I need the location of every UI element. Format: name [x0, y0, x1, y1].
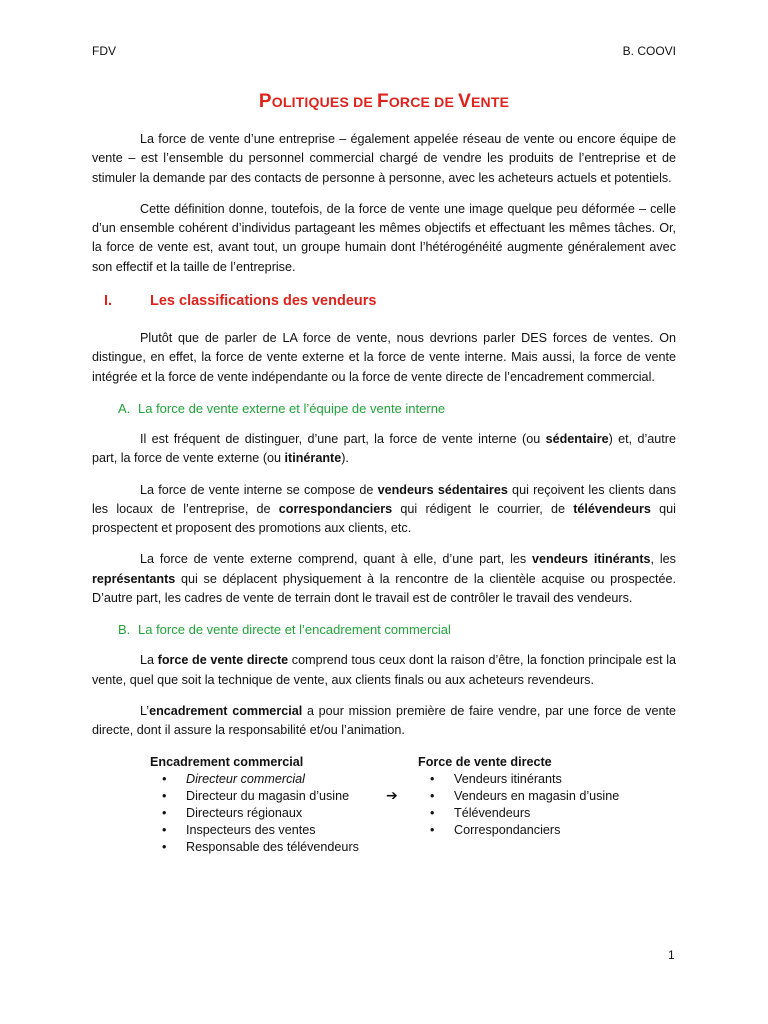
arrow-right-icon: ➔: [386, 786, 398, 803]
text-run-bold: itinérante: [284, 451, 342, 466]
text-run: L’: [140, 703, 150, 718]
title-letter-p: P: [258, 91, 272, 112]
encadrement-list: [150, 771, 359, 856]
list-item: • Inspecteurs des ventes: [150, 822, 359, 839]
text-run-bold: force de vente directe: [157, 653, 289, 668]
text-run-bold: vendeurs itinérants: [532, 552, 651, 567]
encadrement-title: Encadrement commercial: [150, 754, 304, 769]
title-letter-v: V: [458, 91, 471, 112]
title-word-de-1: DE: [348, 94, 378, 110]
text-run: qui se déplacent physiquement à la rencontre de la clientèle acquise ou prospectée. D’autre part, les cadres de vente de terrain dont le travail est de contrôler le travail des vendeurs.: [92, 571, 676, 606]
text-run: a pour mission première de faire vendre, par une force de vente directe, dont il assure la responsabilité et/ou l’animation.: [92, 703, 676, 738]
subsection-b-title: La force de vente directe et l’encadrement commercial: [138, 622, 451, 638]
text-run-bold: télévendeurs: [573, 501, 651, 516]
subsection-a-paragraph-3: [92, 550, 676, 608]
title-word-ente: ENTE: [470, 94, 510, 110]
text-run-bold: sédentaire: [545, 431, 609, 446]
section-1-title: Les classifications des vendeurs: [150, 293, 377, 310]
subsection-a-heading: [92, 401, 676, 416]
intro-paragraph-1: La force de vente d’une entreprise – également appelée réseau de vente ou encore équipe de vente – est l’ensemble du personnel commercial chargé de vendre les produits de l’entreprise et de stimuler la demande par des contacts de personne à personne, avec les acheteurs actuels et potentiels.: [92, 132, 676, 185]
force-directe-title: Force de vente directe: [418, 754, 552, 769]
subsection-b-paragraph-1: [92, 651, 676, 690]
text-run: qui rédigent le courrier, de: [392, 501, 574, 516]
text-run-bold: vendeurs sédentaires: [377, 482, 508, 497]
text-run: ) et, d’autre part, la force de vente externe (ou: [92, 431, 676, 466]
intro-paragraph-2: Cette définition donne, toutefois, de la force de vente une image quelque peu déformée – celle d’un ensemble cohérent d’individus partageant les mêmes objectifs et effectuant les mêmes tâches. Or, la force de vente est, avant tout, un groupe humain dont l’hétérogénéité augmente généralement avec son effectif et la taille de l’entreprise.: [92, 201, 676, 274]
list-item: • Correspondanciers: [418, 822, 619, 839]
title-word-de-2: DE: [430, 94, 459, 110]
text-run: , les: [650, 552, 676, 567]
section-1-heading: [92, 293, 676, 309]
subsection-b-paragraph-2: [92, 702, 676, 741]
title-letter-f: F: [377, 91, 389, 112]
force-directe-list: [418, 771, 619, 839]
section-1-paragraph: Plutôt que de parler de LA force de vente, nous devrions parler DES forces de ventes. On distingue, en effet, la force de vente externe et la force de vente interne. Mais aussi, la force de vente intégrée et la force de vente indépendante ou la force de vente directe de l’encadrement commercial.: [92, 331, 676, 384]
subsection-a-paragraph-2: [92, 481, 676, 539]
header-right: B. COOVI: [622, 44, 676, 58]
subsection-a-number: A.: [118, 400, 131, 416]
text-run: qui prospectent et proposent des promotions aux clients, etc.: [92, 501, 676, 536]
list-item: • Vendeurs itinérants: [418, 771, 619, 788]
list-item: • Directeur du magasin d’usine: [150, 788, 359, 805]
text-run: La: [140, 653, 158, 668]
list-item: • Responsable des télévendeurs: [150, 839, 359, 856]
list-item: • Vendeurs en magasin d’usine: [418, 788, 619, 805]
text-run: qui reçoivent les clients dans les locaux de l’entreprise, de: [92, 482, 676, 516]
text-run-bold: correspondanciers: [278, 501, 393, 516]
text-run-bold: encadrement commercial: [149, 703, 303, 718]
title-word-olitiques: OLITIQUES: [271, 94, 349, 110]
subsection-a-paragraph-1: [92, 430, 676, 469]
section-1-number: I.: [104, 293, 113, 310]
roles-comparison: [92, 753, 676, 863]
subsection-a-title: La force de vente externe et l’équipe de vente interne: [138, 400, 446, 416]
text-run: ).: [341, 451, 349, 466]
document-title: [0, 91, 768, 113]
title-word-orce: ORCE: [388, 94, 431, 110]
encadrement-column: [150, 753, 359, 856]
text-run: Il est fréquent de distinguer, d’une part, la force de vente interne (ou: [140, 431, 546, 446]
list-item: • Directeurs régionaux: [150, 805, 359, 822]
force-directe-column: [418, 753, 619, 839]
text-run: comprend tous ceux dont la raison d’être, la fonction principale est la vente, quel que soit la technique de vente, aux clients finals ou aux acheteurs revendeurs.: [92, 653, 676, 687]
page-number: 1: [668, 948, 675, 962]
list-item: • Télévendeurs: [418, 805, 619, 822]
text-run: La force de vente externe comprend, quant à elle, d’une part, les: [140, 552, 533, 567]
header-left: FDV: [92, 44, 116, 58]
text-run: La force de vente interne se compose de: [140, 482, 378, 497]
text-run-bold: représentants: [92, 571, 176, 586]
subsection-b-heading: [92, 622, 676, 637]
subsection-b-number: B.: [118, 622, 131, 638]
list-item: • Directeur commercial: [150, 771, 359, 788]
document-body: [92, 130, 676, 863]
